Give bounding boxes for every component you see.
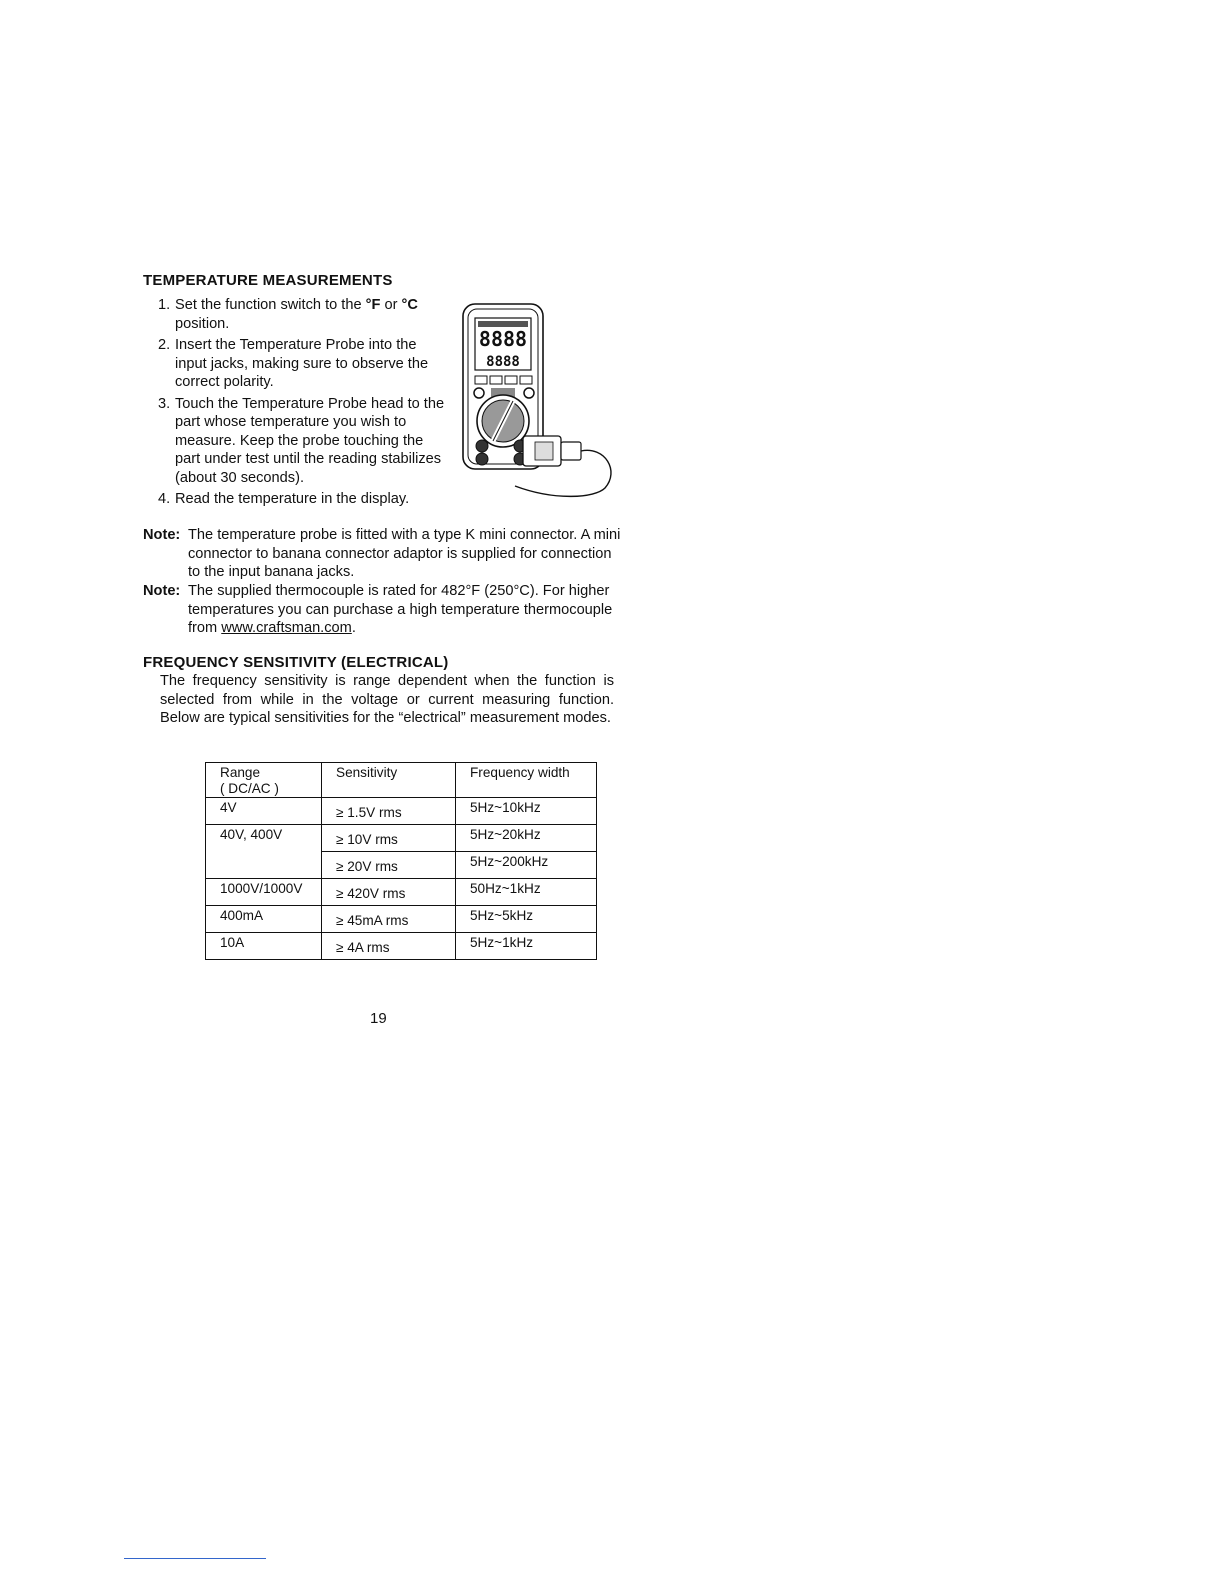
note-text: The supplied thermocouple is rated for 482°F (250°C). For higher temperatures you can purchase a high temperature thermocouple from [188, 583, 613, 636]
table-row [206, 798, 597, 825]
step-number: 2. [158, 337, 171, 353]
cell-frequency: 5Hz~5kHz [456, 906, 597, 933]
note-thermocouple-rating [143, 582, 623, 638]
cell-range: 1000V/1000V [206, 879, 322, 906]
section-heading-frequency: FREQUENCY SENSITIVITY (ELECTRICAL) [143, 654, 449, 671]
table-row [206, 879, 597, 906]
craftsman-link[interactable]: www.craftsman.com [221, 620, 352, 636]
footer-rule [124, 1558, 266, 1559]
cell-sensitivity: ≥ 1.5V rms [322, 798, 456, 825]
cell-frequency: 5Hz~1kHz [456, 933, 597, 960]
temperature-steps-list [158, 296, 448, 512]
cell-sensitivity: ≥ 10V rms [322, 825, 456, 852]
multimeter-with-probe-icon [455, 296, 615, 502]
table-row [206, 906, 597, 933]
note-text-end: . [351, 620, 356, 636]
frequency-sensitivity-table [205, 762, 597, 960]
cell-sensitivity: ≥ 4A rms [322, 933, 456, 960]
step-item [158, 336, 448, 392]
cell-sensitivity: ≥ 20V rms [322, 852, 456, 879]
display-digits: 8888 [478, 327, 528, 351]
cell-frequency: 5Hz~200kHz [456, 852, 597, 879]
step-text: position. [175, 315, 230, 332]
step-item [158, 395, 448, 488]
cell-range: 4V [206, 798, 322, 825]
display-digits-secondary: 8888 [486, 354, 520, 370]
cell-sensitivity: ≥ 45mA rms [322, 906, 456, 933]
cell-range: 40V, 400V [206, 825, 322, 879]
frequency-paragraph: The frequency sensitivity is range dependent when the function is selected from while in the voltage or current measuring function. Below are typical sensitivities for the “electrical” measurement modes. [160, 673, 614, 726]
step-item [158, 490, 448, 509]
cell-frequency: 50Hz~1kHz [456, 879, 597, 906]
step-text: Insert the Temperature Probe into the input jacks, making sure to observe the correct polarity. [175, 337, 429, 390]
cell-range: 10A [206, 933, 322, 960]
step-number: 1. [158, 297, 171, 313]
step-item [158, 296, 448, 333]
note-label: Note: [143, 583, 181, 599]
header-sensitivity: Sensitivity [322, 763, 456, 798]
section-heading-temperature: TEMPERATURE MEASUREMENTS [143, 272, 393, 289]
step-number: 3. [158, 395, 171, 412]
fahrenheit-label: °F [365, 297, 381, 313]
table-row [206, 825, 597, 852]
header-range: Range ( DC/AC ) [206, 763, 322, 798]
page-number: 19 [370, 1010, 387, 1027]
step-text: Set the function switch to the [175, 297, 366, 313]
cell-sensitivity: ≥ 420V rms [322, 879, 456, 906]
note-text: The temperature probe is fitted with a type K mini connector. A mini connector to banana connector adaptor is supplied for connection to the input banana jacks. [188, 527, 621, 580]
step-text: Touch the Temperature Probe head to the part whose temperature you wish to measure. Keep the probe touching the part under test until the reading stabilizes (about 30 seconds). [175, 395, 445, 486]
celsius-label: °C [401, 297, 418, 313]
table-header-row [206, 763, 597, 798]
step-number: 4. [158, 491, 171, 507]
step-text: Read the temperature in the display. [175, 491, 410, 507]
step-text: or [380, 297, 402, 313]
note-probe-connector [143, 526, 623, 582]
cell-frequency: 5Hz~20kHz [456, 825, 597, 852]
header-frequency-width: Frequency width [456, 763, 597, 798]
table-row [206, 933, 597, 960]
note-label: Note: [143, 527, 181, 543]
cell-range: 400mA [206, 906, 322, 933]
cell-frequency: 5Hz~10kHz [456, 798, 597, 825]
